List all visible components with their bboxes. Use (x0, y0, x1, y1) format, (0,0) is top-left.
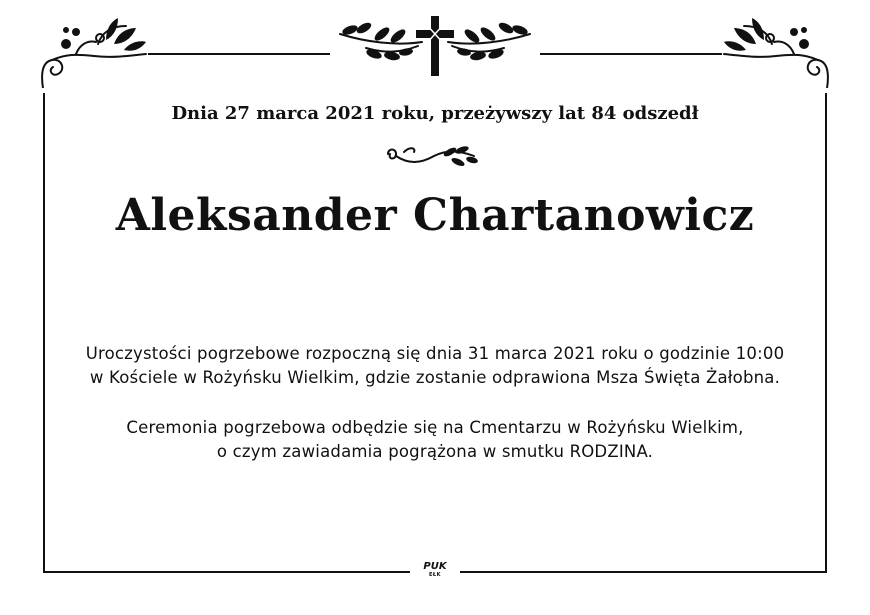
deceased-name: Aleksander Chartanowicz (115, 190, 755, 241)
leaf-swirl-divider-icon (384, 142, 484, 172)
ceremony-line-2: w Kościele w Rożyńsku Wielkim, gdzie zostanie odprawiona Msza Święta Żałobna. (89, 368, 781, 387)
logo-line-2: EŁK (428, 572, 441, 578)
corner-flourish-icon (36, 14, 148, 88)
corner-flourish-icon (722, 14, 834, 88)
cemetery-paragraph (0, 416, 870, 464)
cross-with-laurel-icon (336, 12, 534, 78)
frame-right-line (825, 93, 827, 572)
frame-left-line (43, 93, 45, 572)
logo-line-1: PUK (423, 561, 447, 572)
frame-top-left-line (148, 53, 330, 55)
ceremony-line-1: Uroczystości pogrzebowe rozpoczną się dnia 31 marca 2021 roku o godzinie 10:00 (85, 344, 785, 363)
cemetery-line-1: Ceremonia pogrzebowa odbędzie się na Cmentarzu w Rożyńsku Wielkim, (126, 418, 744, 437)
cemetery-line-2: o czym zawiadamia pogrążona w smutku RODZINA. (216, 442, 654, 461)
frame-top-right-line (540, 53, 722, 55)
ceremony-paragraph (0, 342, 870, 390)
intro-line: Dnia 27 marca 2021 roku, przeżywszy lat 84 odszedł (171, 103, 699, 124)
puk-logo (418, 562, 452, 584)
frame-bottom-right-line (460, 571, 827, 573)
frame-bottom-left-line (43, 571, 410, 573)
